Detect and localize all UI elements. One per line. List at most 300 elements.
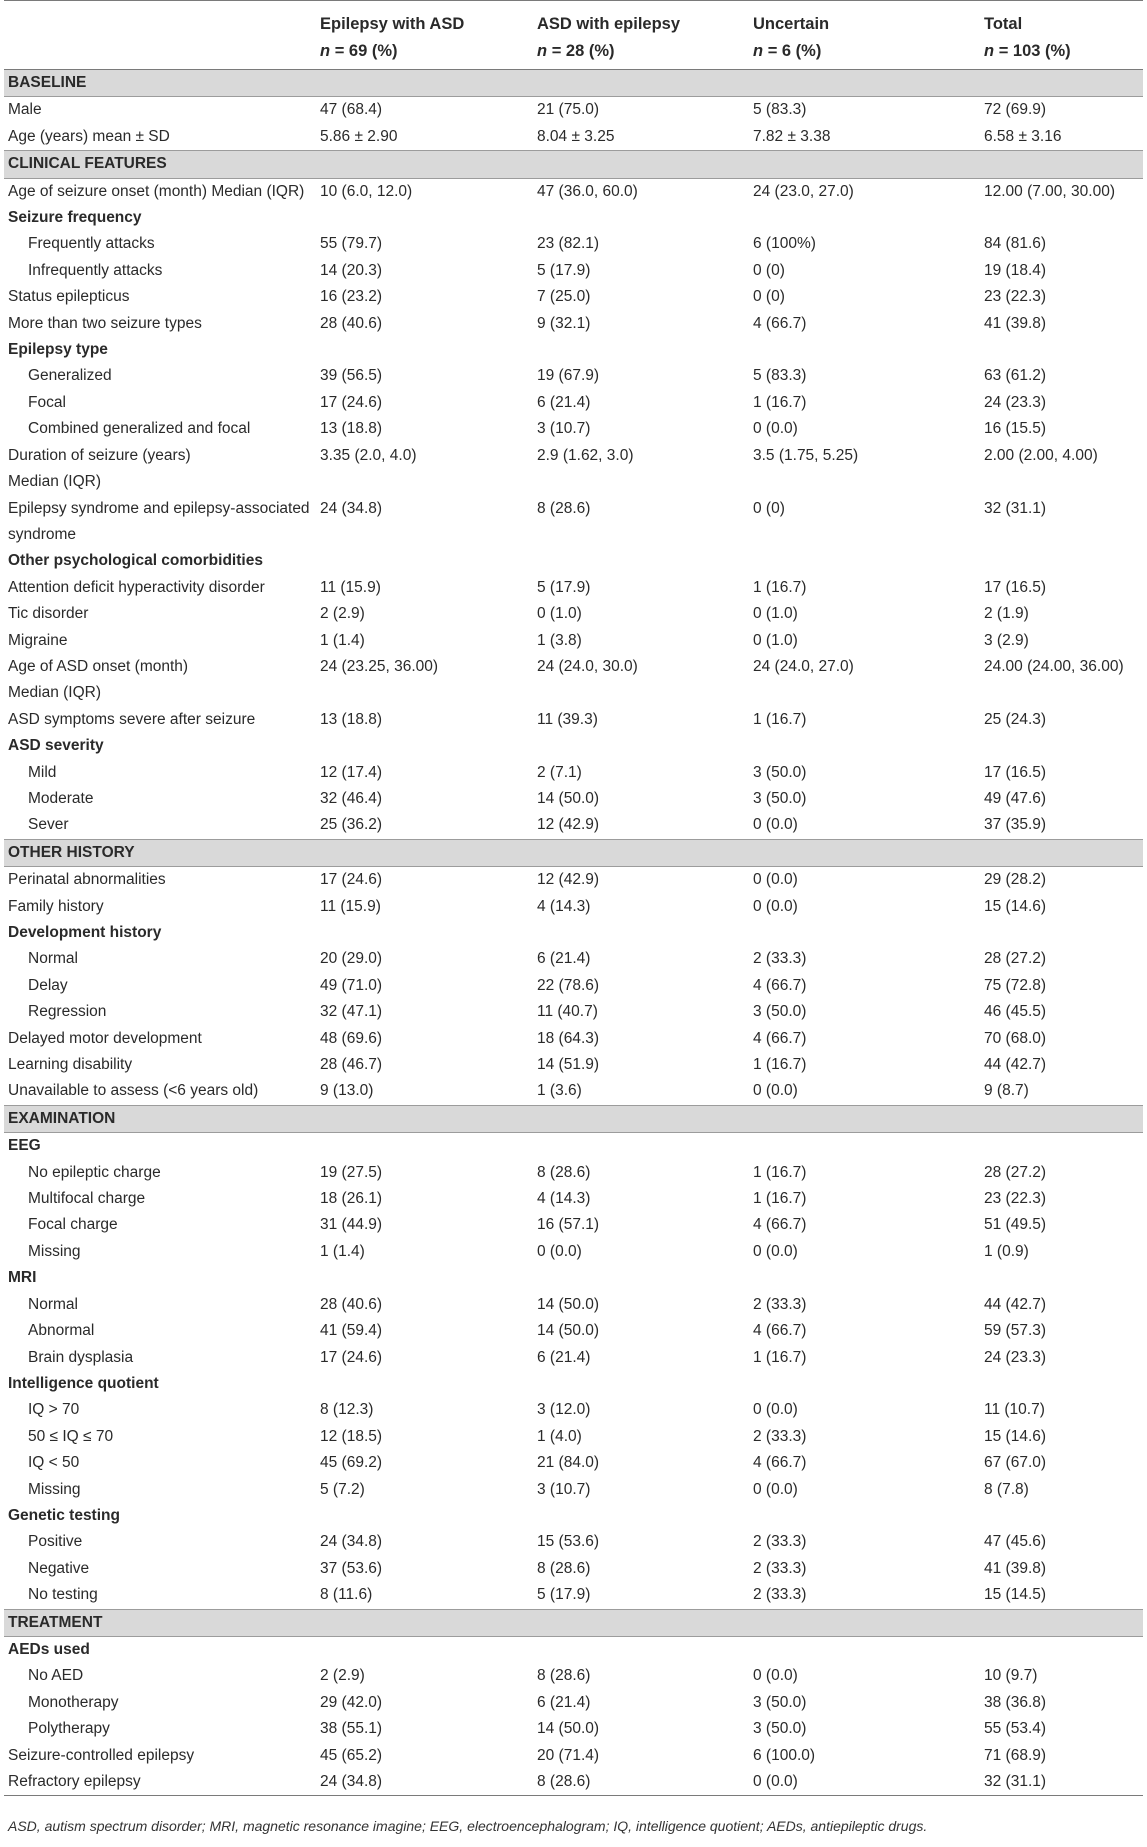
cell-value bbox=[316, 680, 533, 706]
cell-value: 29 (42.0) bbox=[320, 1693, 383, 1711]
cell-value: 28 (40.6) bbox=[320, 314, 383, 332]
cell-value: 6 (21.4) bbox=[537, 950, 591, 968]
table-row bbox=[4, 1477, 1143, 1503]
cell-value: 17 (24.6) bbox=[320, 393, 383, 411]
table-row bbox=[4, 654, 1143, 680]
table-row bbox=[4, 416, 1143, 442]
table-row bbox=[4, 231, 1143, 257]
subheading-label: Seizure frequency bbox=[8, 209, 142, 227]
cell-value: 39 (56.5) bbox=[320, 367, 383, 385]
table-row bbox=[4, 894, 1143, 920]
cell-value: 8 (28.6) bbox=[537, 1559, 591, 1577]
cell-value: 23 (82.1) bbox=[537, 235, 600, 253]
subheading-row bbox=[4, 920, 1143, 946]
subheading-label: AEDs used bbox=[8, 1640, 90, 1658]
cell-value: 75 (72.8) bbox=[984, 976, 1047, 994]
cell-value bbox=[533, 469, 749, 495]
cell-value: 4 (66.7) bbox=[753, 314, 807, 332]
cell-value: 71 (68.9) bbox=[984, 1746, 1047, 1764]
table-row bbox=[4, 1582, 1143, 1609]
cell-value: 21 (75.0) bbox=[537, 101, 600, 119]
cell-value: 19 (18.4) bbox=[984, 261, 1047, 279]
table-row bbox=[4, 1529, 1143, 1555]
row-label: No epileptic charge bbox=[28, 1163, 161, 1181]
table-row bbox=[4, 1743, 1143, 1769]
table-row bbox=[4, 97, 1143, 124]
row-label: Abnormal bbox=[28, 1322, 95, 1340]
cell-value: 1 (16.7) bbox=[753, 1190, 807, 1208]
table-row bbox=[4, 1160, 1143, 1186]
table-row bbox=[4, 707, 1143, 733]
table-row bbox=[4, 1450, 1143, 1476]
cell-value: 5.86 ± 2.90 bbox=[320, 127, 398, 145]
row-label: More than two seizure types bbox=[8, 314, 202, 332]
cell-value: 0 (1.0) bbox=[537, 605, 582, 623]
table-row bbox=[4, 496, 1143, 549]
row-label: Median (IQR) bbox=[8, 684, 102, 702]
table-row bbox=[4, 443, 1143, 469]
cell-value: 8 (28.6) bbox=[537, 1667, 591, 1685]
cell-value: 11 (15.9) bbox=[320, 578, 381, 596]
subheading-label: Intelligence quotient bbox=[8, 1374, 159, 1392]
cell-value: 6 (100%) bbox=[753, 235, 816, 253]
cell-value: 17 (16.5) bbox=[984, 763, 1047, 781]
subheading-row bbox=[4, 1133, 1143, 1160]
cell-value: 45 (69.2) bbox=[320, 1454, 383, 1472]
cell-value: 0 (0.0) bbox=[749, 1769, 980, 1796]
header-n: n = 69 (%) bbox=[320, 42, 398, 60]
cell-value: 14 (50.0) bbox=[537, 1322, 600, 1340]
cell-value: 8 (12.3) bbox=[320, 1401, 374, 1419]
cell-value: 3 (10.7) bbox=[537, 1480, 591, 1498]
table-row bbox=[4, 1690, 1143, 1716]
cell-value: 5 (7.2) bbox=[320, 1480, 365, 1498]
cell-value: 2 (1.9) bbox=[984, 605, 1029, 623]
cell-value: 24 (24.0, 30.0) bbox=[537, 657, 638, 675]
row-label: Generalized bbox=[28, 367, 112, 385]
cell-value: 13 (18.8) bbox=[320, 420, 383, 438]
cell-value bbox=[980, 680, 1143, 706]
table-row bbox=[4, 1292, 1143, 1318]
cell-value: 32 (47.1) bbox=[320, 1003, 383, 1021]
cell-value: 5 (83.3) bbox=[753, 367, 807, 385]
cell-value: 41 (39.8) bbox=[984, 1559, 1047, 1577]
row-label: Sever bbox=[28, 816, 69, 834]
cell-value: 32 (46.4) bbox=[320, 789, 383, 807]
cell-value: 0 (0.0) bbox=[753, 1082, 798, 1100]
cell-value: 15 (14.6) bbox=[984, 897, 1047, 915]
table-row bbox=[4, 178, 1143, 205]
cell-value: 1 (0.9) bbox=[984, 1242, 1029, 1260]
row-label: Learning disability bbox=[8, 1056, 133, 1074]
cell-value: 8 (28.6) bbox=[537, 1163, 591, 1181]
row-label: Age (years) mean ± SD bbox=[8, 127, 170, 145]
cell-value: 28 (46.7) bbox=[320, 1056, 383, 1074]
cell-value: 11 (40.7) bbox=[537, 1003, 598, 1021]
row-label: Refractory epilepsy bbox=[4, 1769, 316, 1796]
table-row bbox=[4, 258, 1143, 284]
table-row bbox=[4, 1663, 1143, 1689]
row-label: Regression bbox=[28, 1003, 107, 1021]
cell-value: 84 (81.6) bbox=[984, 235, 1047, 253]
cell-value: 2 (2.9) bbox=[320, 1667, 365, 1685]
cell-value: 2 (7.1) bbox=[537, 763, 582, 781]
cell-value: 6 (21.4) bbox=[537, 393, 591, 411]
row-label: Combined generalized and focal bbox=[28, 420, 251, 438]
row-label: IQ < 50 bbox=[28, 1454, 80, 1472]
header-n: n = 6 (%) bbox=[753, 42, 822, 60]
cell-value: 24 (34.8) bbox=[320, 1533, 383, 1551]
header-cell-label bbox=[4, 1, 316, 70]
row-label: Moderate bbox=[28, 789, 94, 807]
cell-value: 8.04 ± 3.25 bbox=[537, 127, 615, 145]
table-row bbox=[4, 999, 1143, 1025]
cell-value: 3 (50.0) bbox=[753, 763, 807, 781]
subheading-label: EEG bbox=[8, 1137, 41, 1155]
cell-value: 28 (27.2) bbox=[984, 950, 1047, 968]
table-row bbox=[4, 311, 1143, 337]
table-row bbox=[4, 363, 1143, 389]
cell-value: 2 (33.3) bbox=[753, 950, 807, 968]
subheading-label: Development history bbox=[8, 924, 162, 941]
cell-value: 1 (16.7) bbox=[753, 578, 807, 596]
row-label: Normal bbox=[28, 1295, 78, 1313]
table-row bbox=[4, 812, 1143, 839]
cell-value: 5 (17.9) bbox=[537, 1586, 591, 1604]
cell-value: 8 (28.6) bbox=[537, 499, 591, 517]
cell-value: 41 (39.8) bbox=[984, 314, 1047, 332]
cell-value: 32 (31.1) bbox=[980, 1769, 1143, 1796]
cell-value: 46 (45.5) bbox=[984, 1003, 1047, 1021]
cell-value: 0 (0) bbox=[753, 499, 785, 517]
cell-value: 44 (42.7) bbox=[984, 1056, 1047, 1074]
cell-value: 1 (16.7) bbox=[753, 710, 807, 728]
row-label: Male bbox=[8, 101, 42, 119]
cell-value: 11 (15.9) bbox=[320, 897, 381, 915]
cell-value: 45 (65.2) bbox=[320, 1746, 383, 1764]
row-label: Median (IQR) bbox=[8, 473, 102, 491]
cell-value: 0 (0.0) bbox=[753, 1667, 798, 1685]
cell-value: 5 (17.9) bbox=[537, 261, 591, 279]
cell-value: 7.82 ± 3.38 bbox=[753, 127, 831, 145]
cell-value: 24 (23.3) bbox=[984, 393, 1047, 411]
cell-value: 12 (18.5) bbox=[320, 1427, 383, 1445]
table-row bbox=[4, 1318, 1143, 1344]
cell-value: 6 (21.4) bbox=[537, 1693, 591, 1711]
table-body bbox=[4, 70, 1143, 1796]
table-row bbox=[4, 1078, 1143, 1105]
cell-value: 24 (34.8) bbox=[320, 499, 383, 517]
cell-value: 18 (64.3) bbox=[537, 1029, 600, 1047]
subheading-row bbox=[4, 733, 1143, 759]
cell-value: 11 (39.3) bbox=[537, 710, 598, 728]
cell-value: 1 (1.4) bbox=[320, 631, 365, 649]
subheading-label: Epilepsy type bbox=[8, 341, 108, 359]
cell-value: 0 (0.0) bbox=[753, 420, 798, 438]
header-title: Epilepsy with ASD bbox=[320, 15, 465, 33]
section-row bbox=[4, 1609, 1143, 1636]
cell-value: 32 (31.1) bbox=[984, 499, 1047, 517]
row-label: Age of seizure onset (month) Median (IQR) bbox=[8, 182, 305, 200]
cell-value: 38 (55.1) bbox=[320, 1720, 383, 1738]
cell-value: 8 (11.6) bbox=[320, 1586, 373, 1604]
row-label: Seizure-controlled epilepsy bbox=[8, 1746, 195, 1764]
cell-value: 2 (33.3) bbox=[753, 1586, 807, 1604]
cell-value: 15 (53.6) bbox=[537, 1533, 600, 1551]
cell-value: 16 (57.1) bbox=[537, 1216, 600, 1234]
header-title: Total bbox=[984, 15, 1023, 33]
subheading-row bbox=[4, 1503, 1143, 1529]
subheading-row bbox=[4, 1265, 1143, 1291]
cell-value: 2.00 (2.00, 4.00) bbox=[984, 446, 1098, 464]
cell-value: 29 (28.2) bbox=[984, 871, 1047, 889]
row-label: Infrequently attacks bbox=[28, 261, 163, 279]
header-title: Uncertain bbox=[753, 15, 830, 33]
section-label: EXAMINATION bbox=[4, 1105, 1143, 1132]
cell-value: 24 (24.0, 27.0) bbox=[753, 657, 854, 675]
cell-value: 10 (6.0, 12.0) bbox=[320, 182, 413, 200]
cell-value: 1 (4.0) bbox=[537, 1427, 582, 1445]
cell-value: 16 (15.5) bbox=[984, 420, 1047, 438]
section-row bbox=[4, 839, 1143, 866]
cell-value: 24 (23.0, 27.0) bbox=[753, 182, 854, 200]
cell-value: 41 (59.4) bbox=[320, 1322, 383, 1340]
row-label: ASD symptoms severe after seizure bbox=[8, 710, 256, 728]
row-label: Negative bbox=[28, 1559, 90, 1577]
cell-value: 12 (17.4) bbox=[320, 763, 383, 781]
table-row bbox=[4, 284, 1143, 310]
cell-value: 47 (68.4) bbox=[320, 101, 383, 119]
row-label: Missing bbox=[28, 1242, 81, 1260]
table-row bbox=[4, 1716, 1143, 1742]
cell-value: 3 (50.0) bbox=[753, 1693, 807, 1711]
cell-value bbox=[980, 469, 1143, 495]
cell-value: 2 (33.3) bbox=[753, 1295, 807, 1313]
cell-value: 1 (3.6) bbox=[537, 1082, 582, 1100]
row-label: Mild bbox=[28, 763, 57, 781]
subheading-row bbox=[4, 1371, 1143, 1397]
cell-value: 8 (7.8) bbox=[984, 1480, 1029, 1498]
table-row bbox=[4, 124, 1143, 151]
row-label: Monotherapy bbox=[28, 1693, 119, 1711]
cell-value: 12.00 (7.00, 30.00) bbox=[984, 182, 1115, 200]
row-label: Focal charge bbox=[28, 1216, 118, 1234]
header-row bbox=[4, 1, 1143, 70]
cell-value: 19 (67.9) bbox=[537, 367, 600, 385]
cell-value: 3 (50.0) bbox=[753, 789, 807, 807]
table-row bbox=[4, 601, 1143, 627]
cell-value: 17 (16.5) bbox=[984, 578, 1047, 596]
row-label: No testing bbox=[28, 1586, 98, 1604]
section-label: BASELINE bbox=[4, 70, 1143, 97]
cell-value: 0 (0.0) bbox=[537, 1242, 582, 1260]
table-row bbox=[4, 786, 1143, 812]
row-label: Status epilepticus bbox=[8, 288, 130, 306]
cell-value: 44 (42.7) bbox=[984, 1295, 1047, 1313]
cell-value: 2 (33.3) bbox=[753, 1427, 807, 1445]
cell-value: 10 (9.7) bbox=[984, 1667, 1038, 1685]
cell-value: 55 (79.7) bbox=[320, 235, 383, 253]
cell-value: 23 (22.3) bbox=[984, 1190, 1047, 1208]
cell-value: 15 (14.5) bbox=[984, 1586, 1047, 1604]
table-footnote: ASD, autism spectrum disorder; MRI, magnetic resonance imagine; EEG, electroencephalogram; IQ, intelligence quotient; AEDs, antiepileptic drugs. bbox=[8, 1818, 928, 1834]
cell-value: 31 (44.9) bbox=[320, 1216, 383, 1234]
cell-value: 20 (71.4) bbox=[537, 1746, 600, 1764]
cell-value: 4 (14.3) bbox=[537, 897, 591, 915]
row-label: Family history bbox=[8, 897, 104, 915]
row-label: Brain dysplasia bbox=[28, 1348, 134, 1366]
cell-value: 37 (35.9) bbox=[984, 816, 1047, 834]
cell-value bbox=[749, 680, 980, 706]
cell-value: 13 (18.8) bbox=[320, 710, 383, 728]
cell-value: 23 (22.3) bbox=[984, 288, 1047, 306]
cell-value: 6 (100.0) bbox=[753, 1746, 816, 1764]
row-label: Multifocal charge bbox=[28, 1190, 146, 1208]
section-row bbox=[4, 151, 1143, 178]
cell-value bbox=[316, 469, 533, 495]
cell-value: 12 (42.9) bbox=[537, 816, 600, 834]
row-label: Tic disorder bbox=[8, 605, 89, 623]
table-row bbox=[4, 1556, 1143, 1582]
table-row bbox=[4, 946, 1143, 972]
cell-value: 24 (34.8) bbox=[316, 1769, 533, 1796]
cell-value: 0 (0.0) bbox=[753, 816, 798, 834]
cell-value: 6 (21.4) bbox=[537, 1348, 591, 1366]
cell-value: 0 (0.0) bbox=[753, 871, 798, 889]
table-row bbox=[4, 1239, 1143, 1265]
table-row bbox=[4, 680, 1143, 706]
cell-value: 49 (47.6) bbox=[984, 789, 1047, 807]
section-row bbox=[4, 70, 1143, 97]
subheading-row bbox=[4, 337, 1143, 363]
table-row bbox=[4, 1186, 1143, 1212]
cell-value: 0 (1.0) bbox=[753, 605, 798, 623]
table-row bbox=[4, 1345, 1143, 1371]
cell-value: 3 (2.9) bbox=[984, 631, 1029, 649]
cell-value: 1 (16.7) bbox=[753, 1163, 807, 1181]
section-row bbox=[4, 1105, 1143, 1132]
cell-value: 4 (66.7) bbox=[753, 1216, 807, 1234]
cell-value: 0 (0.0) bbox=[753, 897, 798, 915]
row-label: Focal bbox=[28, 393, 66, 411]
cell-value: 0 (0) bbox=[753, 288, 785, 306]
cell-value: 19 (27.5) bbox=[320, 1163, 383, 1181]
cell-value: 20 (29.0) bbox=[320, 950, 383, 968]
cell-value: 28 (27.2) bbox=[984, 1163, 1047, 1181]
cell-value: 2.9 (1.62, 3.0) bbox=[537, 446, 634, 464]
cell-value: 11 (10.7) bbox=[984, 1401, 1045, 1419]
cell-value: 4 (66.7) bbox=[753, 1322, 807, 1340]
cell-value: 9 (13.0) bbox=[320, 1082, 374, 1100]
cell-value: 1 (16.7) bbox=[753, 1056, 807, 1074]
cell-value: 38 (36.8) bbox=[984, 1693, 1047, 1711]
cell-value: 14 (50.0) bbox=[537, 1295, 600, 1313]
cell-value: 9 (32.1) bbox=[537, 314, 591, 332]
row-label: Duration of seizure (years) bbox=[8, 446, 191, 464]
table-row bbox=[4, 575, 1143, 601]
cell-value: 12 (42.9) bbox=[537, 871, 600, 889]
cell-value: 3.35 (2.0, 4.0) bbox=[320, 446, 417, 464]
header-cell-uncertain bbox=[749, 1, 980, 70]
header-n: n = 103 (%) bbox=[984, 42, 1071, 60]
table-row bbox=[4, 760, 1143, 786]
header-n: n = 28 (%) bbox=[537, 42, 615, 60]
cell-value: 4 (14.3) bbox=[537, 1190, 591, 1208]
row-label: Frequently attacks bbox=[28, 235, 155, 253]
subheading-row bbox=[4, 205, 1143, 231]
cell-value: 24.00 (24.00, 36.00) bbox=[984, 657, 1124, 675]
section-label: TREATMENT bbox=[4, 1609, 1143, 1636]
cell-value: 28 (40.6) bbox=[320, 1295, 383, 1313]
cell-value: 1 (16.7) bbox=[753, 393, 807, 411]
cell-value: 59 (57.3) bbox=[984, 1322, 1047, 1340]
row-label: 50 ≤ IQ ≤ 70 bbox=[28, 1427, 114, 1445]
table-row bbox=[4, 390, 1143, 416]
table-row bbox=[4, 628, 1143, 654]
cell-value: 1 (1.4) bbox=[320, 1242, 365, 1260]
cell-value: 22 (78.6) bbox=[537, 976, 600, 994]
characteristics-table bbox=[4, 0, 1143, 1796]
cell-value: 47 (36.0, 60.0) bbox=[537, 182, 638, 200]
cell-value: 47 (45.6) bbox=[984, 1533, 1047, 1551]
cell-value bbox=[749, 469, 980, 495]
cell-value: 63 (61.2) bbox=[984, 367, 1047, 385]
cell-value: 3 (12.0) bbox=[537, 1401, 591, 1419]
cell-value: 3 (50.0) bbox=[753, 1720, 807, 1738]
table-row bbox=[4, 469, 1143, 495]
cell-value: 14 (50.0) bbox=[537, 1720, 600, 1738]
table-row bbox=[4, 973, 1143, 999]
row-label: Missing bbox=[28, 1480, 81, 1498]
cell-value: 17 (24.6) bbox=[320, 871, 383, 889]
table-row bbox=[4, 1397, 1143, 1423]
row-label: Delay bbox=[28, 976, 68, 994]
cell-value: 21 (84.0) bbox=[537, 1454, 600, 1472]
cell-value: 4 (66.7) bbox=[753, 976, 807, 994]
cell-value: 4 (66.7) bbox=[753, 1029, 807, 1047]
row-label: Migraine bbox=[8, 631, 68, 649]
cell-value: 8 (28.6) bbox=[533, 1769, 749, 1796]
cell-value: 18 (26.1) bbox=[320, 1190, 383, 1208]
section-label: CLINICAL FEATURES bbox=[4, 151, 1143, 178]
cell-value: 0 (0) bbox=[753, 261, 785, 279]
row-label: Attention deficit hyperactivity disorder bbox=[8, 578, 265, 596]
cell-value: 0 (1.0) bbox=[753, 631, 798, 649]
cell-value: 72 (69.9) bbox=[984, 101, 1047, 119]
row-label: Polytherapy bbox=[28, 1720, 110, 1738]
row-label: Age of ASD onset (month) bbox=[8, 657, 189, 675]
cell-value: 51 (49.5) bbox=[984, 1216, 1047, 1234]
row-label: Unavailable to assess (<6 years old) bbox=[8, 1082, 259, 1100]
section-label: OTHER HISTORY bbox=[4, 839, 1143, 866]
cell-value: 15 (14.6) bbox=[984, 1427, 1047, 1445]
cell-value: 14 (50.0) bbox=[537, 789, 600, 807]
cell-value: 24 (23.25, 36.00) bbox=[320, 657, 439, 675]
subheading-label: ASD severity bbox=[8, 737, 104, 755]
table-row bbox=[4, 1769, 1143, 1796]
header-cell-asd-with-epilepsy bbox=[533, 1, 749, 70]
header-cell-epilepsy-with-asd bbox=[316, 1, 533, 70]
subheading-row bbox=[4, 548, 1143, 574]
cell-value: 17 (24.6) bbox=[320, 1348, 383, 1366]
row-label: Epilepsy syndrome and epilepsy-associated syndrome bbox=[8, 499, 310, 543]
row-label: No AED bbox=[28, 1667, 84, 1685]
table-row bbox=[4, 1026, 1143, 1052]
table-row bbox=[4, 1052, 1143, 1078]
cell-value: 49 (71.0) bbox=[320, 976, 383, 994]
cell-value: 1 (16.7) bbox=[753, 1348, 807, 1366]
cell-value: 14 (51.9) bbox=[537, 1056, 600, 1074]
